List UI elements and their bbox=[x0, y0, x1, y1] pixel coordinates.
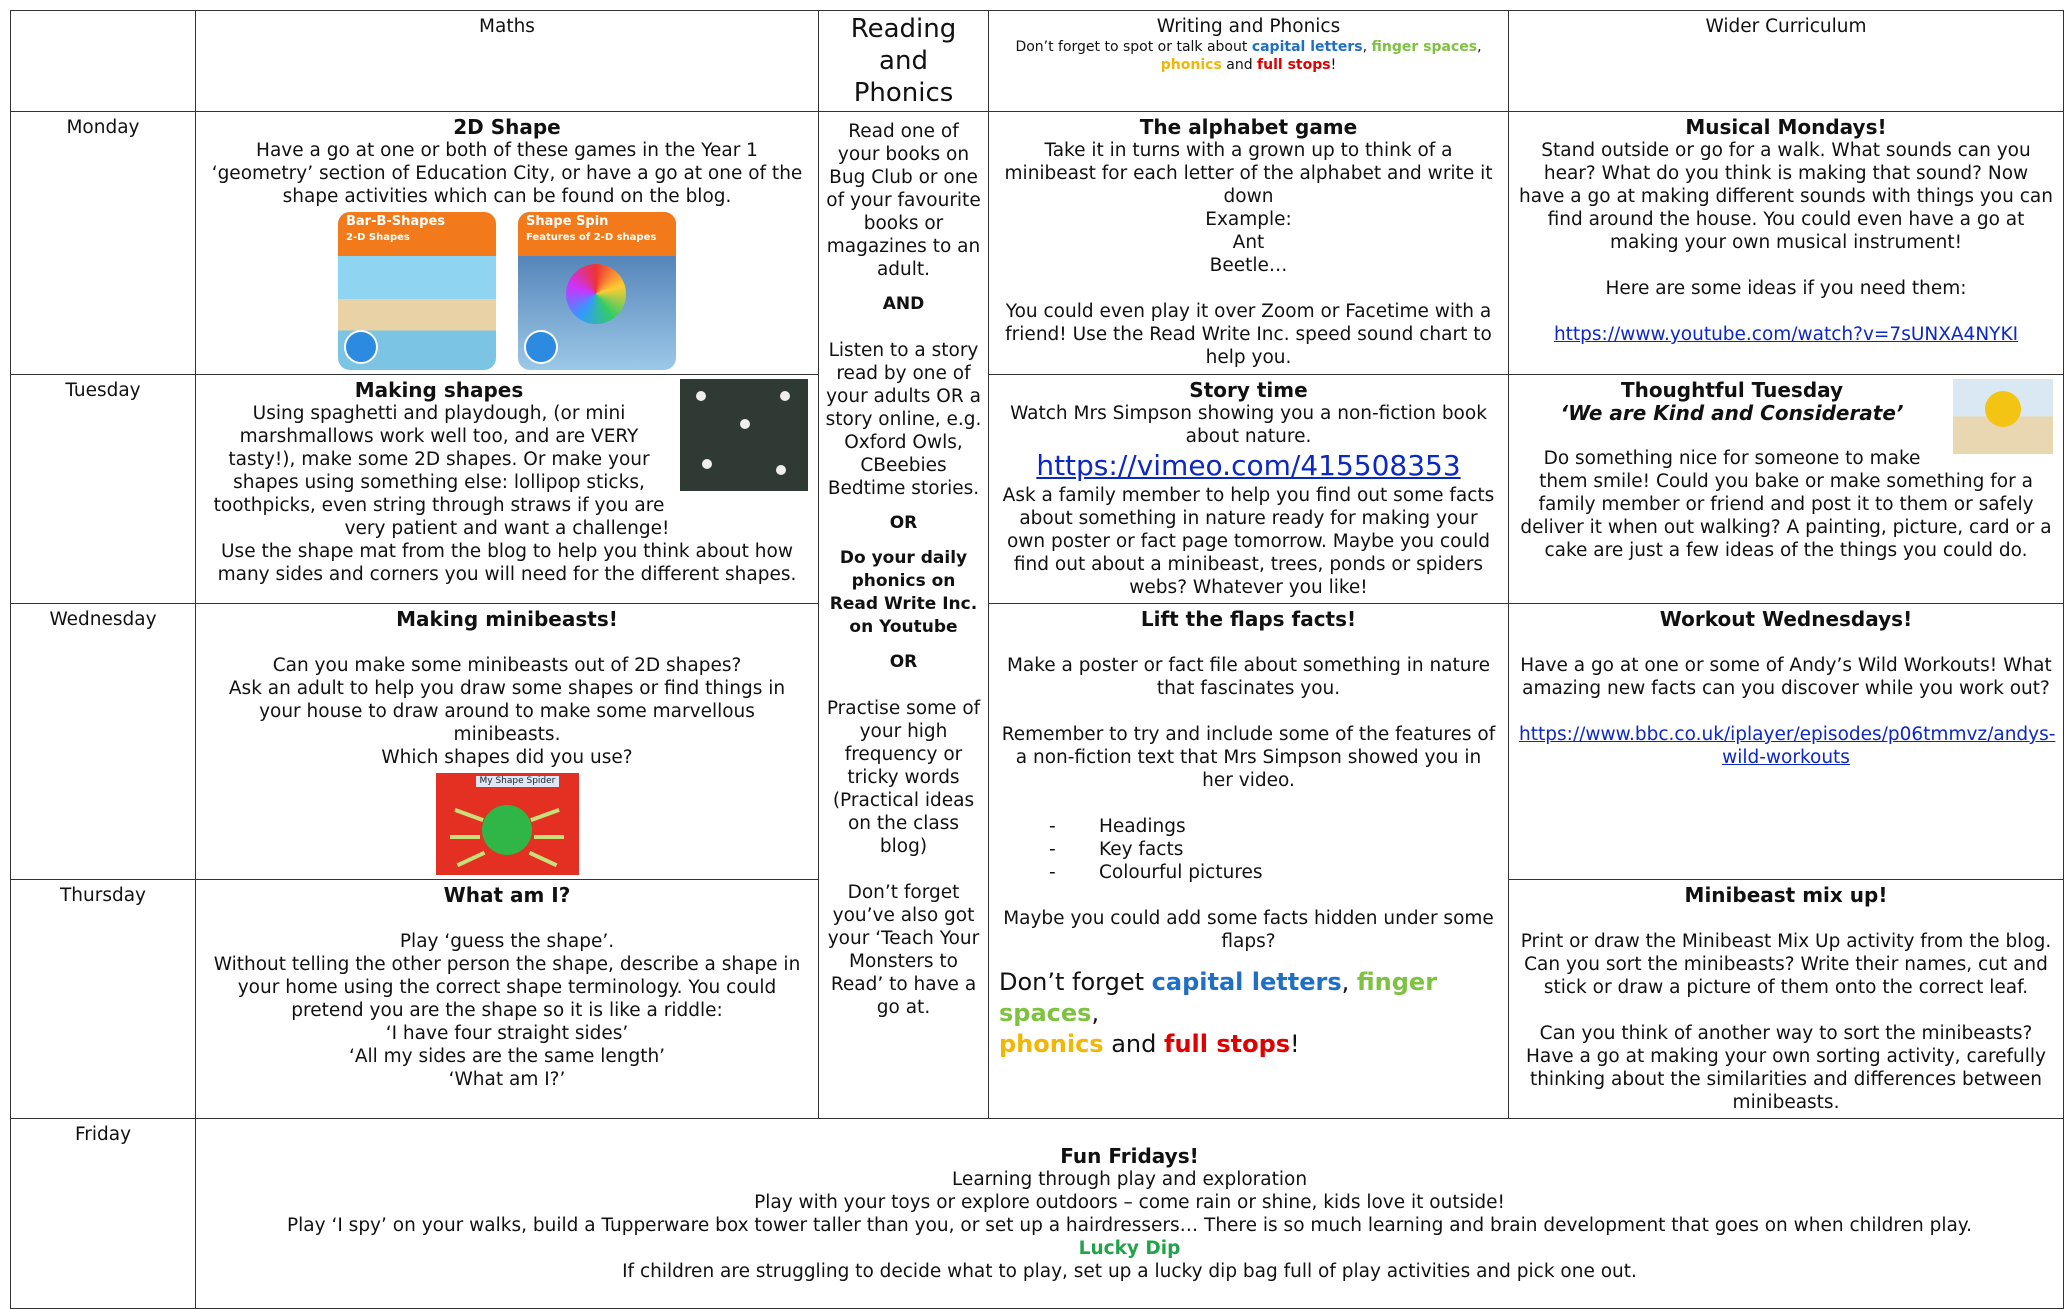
riddle-2: ‘All my sides are the same length’ bbox=[348, 1046, 666, 1067]
thursday-maths-p2: Without telling the other person the shape, describe a shape in your home using the correct shape terminology. You could pretend you are the shape so it is like a riddle: bbox=[213, 954, 801, 1021]
feature-colourful-pictures: Colourful pictures bbox=[1099, 862, 1263, 883]
wednesday-writing-p3: Maybe you could add some facts hidden under some flaps? bbox=[1003, 908, 1494, 952]
header-row bbox=[11, 11, 2064, 112]
row-friday bbox=[11, 1119, 2064, 1309]
friday-line3: Play ‘I spy’ on your walks, build a Tupperware box tower taller than you, or set up a hairdressers… There is so much learning and brain development that goes on when children play. bbox=[287, 1214, 1972, 1236]
header-reading-line3: Phonics bbox=[853, 78, 954, 108]
monday-writing bbox=[989, 112, 1509, 375]
reading-or2: OR bbox=[889, 652, 918, 672]
day-monday: Monday bbox=[11, 112, 196, 375]
play-icon bbox=[524, 330, 558, 364]
wednesday-writing-p2: Remember to try and include some of the features of a non-fiction text that Mrs Simpson showed you in her video. bbox=[1001, 724, 1496, 791]
reminder-comma2: , bbox=[1091, 999, 1100, 1027]
tuesday-writing-p1: Watch Mrs Simpson showing you a non-fiction book about nature. bbox=[1010, 403, 1487, 447]
feature-key-facts: Key facts bbox=[1099, 839, 1184, 860]
wednesday-wider-p1: Have a go at one or some of Andy’s Wild Workouts! What amazing new facts can you discover while you work out? bbox=[1520, 655, 2052, 699]
reminder-phonics: phonics bbox=[1160, 57, 1222, 73]
monday-writing-title: The alphabet game bbox=[1139, 115, 1358, 139]
wednesday-maths-p2: Ask an adult to help you draw some shapes or find things in your house to draw around to make some marvellous minibeasts. bbox=[228, 678, 786, 745]
row-monday bbox=[11, 112, 2064, 375]
day-wednesday: Wednesday bbox=[11, 604, 196, 880]
header-writing-reminder bbox=[999, 38, 1498, 74]
monday-maths bbox=[196, 112, 819, 375]
thursday-maths-title: What am I? bbox=[443, 883, 571, 907]
reminder-and: and bbox=[1221, 57, 1258, 73]
smiley-photo bbox=[1953, 379, 2053, 454]
reading-p5: Don’t forget you’ve also got your ‘Teach Your Monsters to Read’ to have a go at. bbox=[827, 882, 980, 1018]
reading-and: AND bbox=[882, 294, 925, 314]
tuesday-maths-title: Making shapes bbox=[354, 378, 524, 402]
tuesday-writing-p2: Ask a family member to help you find out some facts about something in nature ready for making your own poster or fact page tomorrow. Maybe you could find out about a minibeast, trees, ponds or spiders webs? Whatever you like! bbox=[1002, 485, 1495, 598]
monday-wider-title: Musical Mondays! bbox=[1685, 115, 1887, 139]
wednesday-maths-p3: Which shapes did you use? bbox=[381, 747, 633, 768]
lucky-dip-heading: Lucky Dip bbox=[1078, 1237, 1181, 1259]
tuesday-wider-p1: Do something nice for someone to make them smile! Could you bake or make something for a family member or friend and post it to them or safely deliver it when out walking? A painting, picture, card or a cake are just a few ideas of the things you could do. bbox=[1520, 448, 2052, 561]
list-item: - Colourful pictures bbox=[1049, 862, 1263, 883]
monday-wider bbox=[1509, 112, 2064, 375]
friday-line4: If children are struggling to decide what to play, set up a lucky dip bag full of play activities and pick one out. bbox=[622, 1260, 1637, 1282]
reading-p3: Do your daily phonics on Read Write Inc. on Youtube bbox=[829, 548, 978, 637]
reminder-capital-letters: capital letters bbox=[1251, 39, 1363, 55]
reading-phonics-cell bbox=[819, 112, 989, 1119]
reminder-finger-spaces: finger spaces bbox=[999, 968, 1438, 1027]
monday-maths-title: 2D Shape bbox=[453, 115, 561, 139]
shape-spider-photo bbox=[436, 773, 579, 875]
tuesday-maths bbox=[196, 375, 819, 604]
friday-line2: Play with your toys or explore outdoors – come rain or shine, kids love it outside! bbox=[754, 1191, 1505, 1213]
vimeo-link[interactable]: https://vimeo.com/415508353 bbox=[1036, 449, 1461, 482]
reminder-full-stops: full stops bbox=[1164, 1030, 1291, 1058]
youtube-link[interactable]: https://www.youtube.com/watch?v=7sUNXA4NYKI bbox=[1553, 324, 2019, 345]
tuesday-maths-p1: Using spaghetti and playdough, (or mini marshmallows work well too, and are VERY tasty!), make some 2D shapes. Or make your shapes using something else: lollipop sticks, toothpicks, even string through straws if you are very patient and want a challenge! bbox=[213, 403, 670, 539]
spider-label: My Shape Spider bbox=[476, 776, 560, 787]
monday-wider-p1: Stand outside or go for a walk. What sounds can you hear? What do you think is making that sound? Now have a go at making different sounds with things you can find around the house. You could even have a go at making your own musical instrument! bbox=[1519, 140, 2053, 253]
wednesday-wider bbox=[1509, 604, 2064, 880]
row-wednesday bbox=[11, 604, 2064, 880]
reminder-comma: , bbox=[1341, 968, 1357, 996]
bbc-iplayer-link[interactable]: https://www.bbc.co.uk/iplayer/episodes/p06tmmvz/andys-wild-workouts bbox=[1519, 724, 2056, 768]
game2-subtitle: Features of 2-D shapes bbox=[526, 232, 657, 243]
game1-title: Bar-B-Shapes bbox=[346, 214, 446, 229]
wednesday-maths-p1: Can you make some minibeasts out of 2D shapes? bbox=[272, 655, 742, 676]
header-writing-title: Writing and Phonics bbox=[1156, 16, 1341, 37]
reminder-comma: , bbox=[1362, 39, 1372, 55]
riddle-1: ‘I have four straight sides’ bbox=[385, 1023, 629, 1044]
wednesday-wider-title: Workout Wednesdays! bbox=[1659, 607, 1913, 631]
reminder-text: Don’t forget to spot or talk about bbox=[1015, 39, 1252, 55]
header-writing bbox=[989, 11, 1509, 112]
game2-banner bbox=[518, 212, 676, 256]
list-item: - Headings bbox=[1049, 816, 1186, 837]
reminder-finger-spaces: finger spaces bbox=[1371, 39, 1478, 55]
reading-or1: OR bbox=[889, 513, 918, 533]
reading-p2: Listen to a story read by one of your adults OR a story online, e.g. Oxford Owls, CBeebies Bedtime stories. bbox=[825, 340, 982, 499]
spider-body bbox=[482, 805, 532, 855]
tuesday-maths-p2: Use the shape mat from the blog to help you think about how many sides and corners you will need for the different shapes. bbox=[217, 541, 797, 585]
reminder-comma2: , bbox=[1477, 39, 1482, 55]
reminder-phonics: phonics bbox=[999, 1030, 1104, 1058]
wednesday-writing-p1: Make a poster or fact file about something in nature that fascinates you. bbox=[1006, 655, 1491, 699]
thursday-maths-p1: Play ‘guess the shape’. bbox=[399, 931, 615, 952]
row-tuesday bbox=[11, 375, 2064, 604]
tuesday-wider-title: Thoughtful Tuesday bbox=[1620, 378, 1844, 402]
thursday-wider-p2: Can you think of another way to sort the minibeasts? Have a go at making your own sorting activity, carefully thinking about the similarities and differences between minibeasts. bbox=[1526, 1023, 2046, 1113]
friday-cell bbox=[196, 1119, 2064, 1309]
header-reading bbox=[819, 11, 989, 112]
header-maths: Maths bbox=[196, 11, 819, 112]
reminder-capital-letters: capital letters bbox=[1151, 968, 1342, 996]
shape-sticks-photo bbox=[680, 379, 808, 491]
bar-b-shapes-game[interactable] bbox=[338, 212, 496, 370]
wednesday-maths-title: Making minibeasts! bbox=[396, 607, 618, 631]
reminder-full-stops: full stops bbox=[1257, 57, 1331, 73]
monday-writing-example: Example: bbox=[1205, 209, 1292, 230]
friday-title: Fun Fridays! bbox=[1060, 1143, 1199, 1168]
header-reading-line1: Reading bbox=[850, 14, 957, 44]
tuesday-wider bbox=[1509, 375, 2064, 604]
reading-p4: Practise some of your high frequency or tricky words (Practical ideas on the class blog) bbox=[826, 698, 981, 857]
friday-line1: Learning through play and exploration bbox=[951, 1168, 1308, 1190]
day-tuesday: Tuesday bbox=[11, 375, 196, 604]
weekly-timetable bbox=[10, 10, 2064, 1309]
reminder-end: ! bbox=[1290, 1030, 1300, 1058]
monday-wider-p2: Here are some ideas if you need them: bbox=[1605, 278, 1967, 299]
game1-banner bbox=[338, 212, 496, 256]
monday-maths-body: Have a go at one or both of these games in the Year 1 ‘geometry’ section of Education City, or have a go at one of the shape activities which can be found on the blog. bbox=[211, 140, 803, 207]
list-item: - Key facts bbox=[1049, 839, 1184, 860]
monday-writing-p2: You could even play it over Zoom or Facetime with a friend! Use the Read Write Inc. speed sound chart to help you. bbox=[1005, 301, 1492, 368]
thursday-wider bbox=[1509, 880, 2064, 1119]
play-icon bbox=[344, 330, 378, 364]
tuesday-writing bbox=[989, 375, 1509, 604]
monday-writing-ex1: Ant bbox=[1232, 232, 1265, 253]
header-wider: Wider Curriculum bbox=[1509, 11, 2064, 112]
header-reading-line2: and bbox=[879, 46, 928, 76]
wednesday-maths bbox=[196, 604, 819, 880]
shape-spin-game[interactable] bbox=[518, 212, 676, 370]
game1-subtitle: 2-D Shapes bbox=[346, 232, 410, 243]
features-list bbox=[1049, 815, 1498, 884]
day-friday: Friday bbox=[11, 1119, 196, 1309]
corner-cell bbox=[11, 11, 196, 112]
monday-writing-ex2: Beetle… bbox=[1209, 255, 1288, 276]
tuesday-wider-subtitle: ‘We are Kind and Considerate’ bbox=[1560, 401, 1904, 425]
monday-game-images bbox=[206, 212, 808, 370]
tuesday-writing-title: Story time bbox=[1189, 378, 1308, 402]
wednesday-writing-title: Lift the flaps facts! bbox=[1140, 607, 1357, 631]
riddle-3: ‘What am I?’ bbox=[448, 1069, 566, 1090]
thursday-wider-p1: Print or draw the Minibeast Mix Up activity from the blog. Can you sort the minibeasts? Write their names, cut and stick or draw a picture of them onto the correct leaf. bbox=[1520, 931, 2052, 998]
spin-wheel-icon bbox=[566, 264, 626, 324]
thursday-maths bbox=[196, 880, 819, 1119]
monday-writing-p1: Take it in turns with a grown up to think of a minibeast for each letter of the alphabet and write it down bbox=[1004, 140, 1493, 207]
day-thursday: Thursday bbox=[11, 880, 196, 1119]
reminder-and: and bbox=[1103, 1030, 1164, 1058]
reading-p1: Read one of your books on Bug Club or one of your favourite books or magazines to an adult. bbox=[826, 121, 981, 280]
dont-forget-reminder bbox=[999, 967, 1498, 1060]
reminder-end: ! bbox=[1330, 57, 1337, 73]
wednesday-writing bbox=[989, 604, 1509, 1119]
thursday-wider-title: Minibeast mix up! bbox=[1684, 883, 1888, 907]
game2-title: Shape Spin bbox=[526, 214, 609, 229]
reminder-text: Don’t forget bbox=[999, 968, 1152, 996]
feature-headings: Headings bbox=[1099, 816, 1186, 837]
